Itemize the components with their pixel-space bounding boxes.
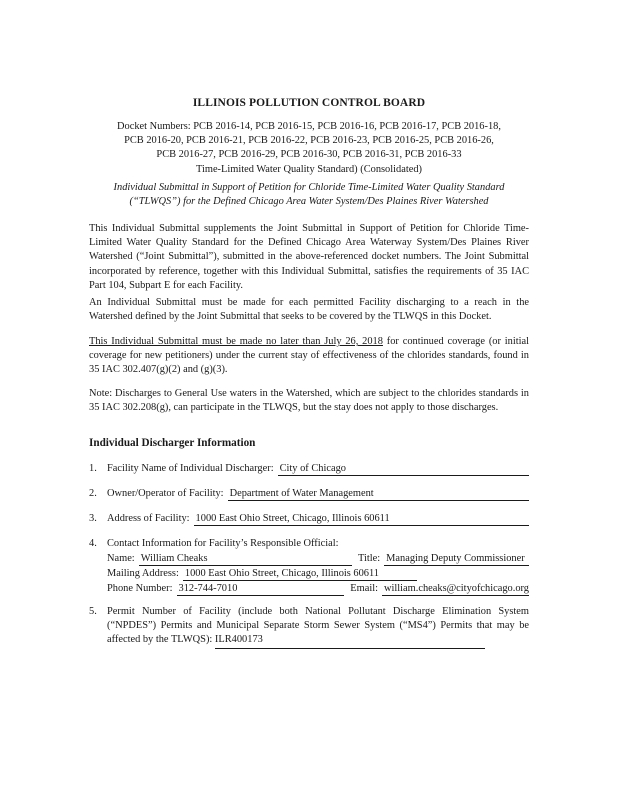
phone-label: Phone Number: — [107, 583, 173, 594]
docket-line: Docket Numbers: PCB 2016-14, PCB 2016-15, PCB 2016-16, PCB 2016-17, PCB 2016-18, — [117, 121, 501, 132]
docket-numbers — [92, 120, 526, 177]
docket-line: PCB 2016-27, PCB 2016-29, PCB 2016-30, PCB 2016-31, PCB 2016-33 — [156, 149, 462, 161]
requirement-paragraph: An Individual Submittal must be made for each permitted Facility discharging to a reach in the Watershed defined by the Joint Submittal that seeks to be covered by the TLWQS in this Docket. — [89, 297, 529, 323]
title-label: Title: — [358, 553, 381, 564]
email-field[interactable]: william.cheaks@cityofchicago.org — [384, 583, 529, 595]
contact-label: Contact Information for Facility’s Responsible Official: — [107, 538, 339, 549]
item-number: 2. — [89, 488, 97, 499]
permit-label: Permit Number of Facility (include both National Pollutant Discharge Elimination System (“NPDES”) Permits and Municipal Separate Storm Sewer System (“MS4”) Permits that may be affected by the TLWQS): — [107, 606, 529, 646]
facility-name-label: Facility Name of Individual Discharger: — [107, 463, 274, 474]
subtitle-line: (“TLWQS”) for the Defined Chicago Area Water System/Des Plaines River Watershed — [129, 196, 489, 208]
address-label: Address of Facility: — [107, 513, 190, 524]
name-label: Name: — [107, 553, 135, 564]
facility-name-field[interactable]: City of Chicago — [278, 462, 529, 476]
docket-line: Time-Limited Water Quality Standard) (Consolidated) — [196, 163, 422, 175]
deadline-underlined: This Individual Submittal must be made no later than July 26, 2018 — [89, 336, 383, 347]
address-field[interactable]: 1000 East Ohio Street, Chicago, Illinois 60611 — [194, 512, 529, 526]
docket-line: PCB 2016-20, PCB 2016-21, PCB 2016-22, PCB 2016-23, PCB 2016-25, PCB 2016-26, — [124, 135, 494, 147]
section-heading: Individual Discharger Information — [89, 437, 256, 449]
permit-value: ILR400173 — [214, 634, 263, 646]
item-number: 1. — [89, 463, 97, 474]
mailing-field[interactable]: 1000 East Ohio Street, Chicago, Illinois 60611 — [183, 567, 417, 581]
item-number: 3. — [89, 513, 97, 524]
deadline-paragraph — [89, 335, 529, 378]
email-label: Email: — [350, 583, 378, 594]
note-paragraph: Note: Discharges to General Use waters in the Watershed, which are subject to the chlorides standards in 35 IAC 302.208(g), can participate in the TLWQS, but the stay does not apply to those discharges. — [89, 388, 529, 414]
board-title: ILLINOIS POLLUTION CONTROL BOARD — [192, 97, 426, 109]
item-number: 4. — [89, 538, 97, 549]
mailing-label: Mailing Address: — [107, 568, 179, 579]
submittal-subtitle — [92, 181, 526, 209]
owner-field[interactable]: Department of Water Management — [228, 487, 529, 501]
item-number: 5. — [89, 606, 97, 617]
deadline-rest: for continued coverage (or initial coverage for new petitioners) under the current stay of effectiveness of the chlorides standards, found in 35 IAC 302.407(g)(2) and (g)(3). — [89, 336, 529, 376]
phone-field[interactable]: 312-744-7010 — [177, 582, 345, 596]
permit-field[interactable] — [215, 633, 485, 648]
title-field[interactable]: Managing Deputy Commissioner — [384, 552, 529, 566]
owner-label: Owner/Operator of Facility: — [107, 488, 224, 499]
name-field[interactable]: William Cheaks — [139, 552, 352, 566]
subtitle-line: Individual Submittal in Support of Petition for Chloride Time-Limited Water Quality Standard — [113, 182, 505, 193]
intro-paragraph: This Individual Submittal supplements the Joint Submittal in Support of Petition for Chloride Time-Limited Water Quality Standard for the Defined Chicago Area Waterway System/Des Plaines River Watershed (“Joint Submittal”), submitted in the above-referenced docket numbers. The Joint Submittal incorporated by reference, together with this Individual Submittal, satisfies the requirements of 35 IAC Part 104, Subpart E for each Facility. — [89, 223, 529, 291]
